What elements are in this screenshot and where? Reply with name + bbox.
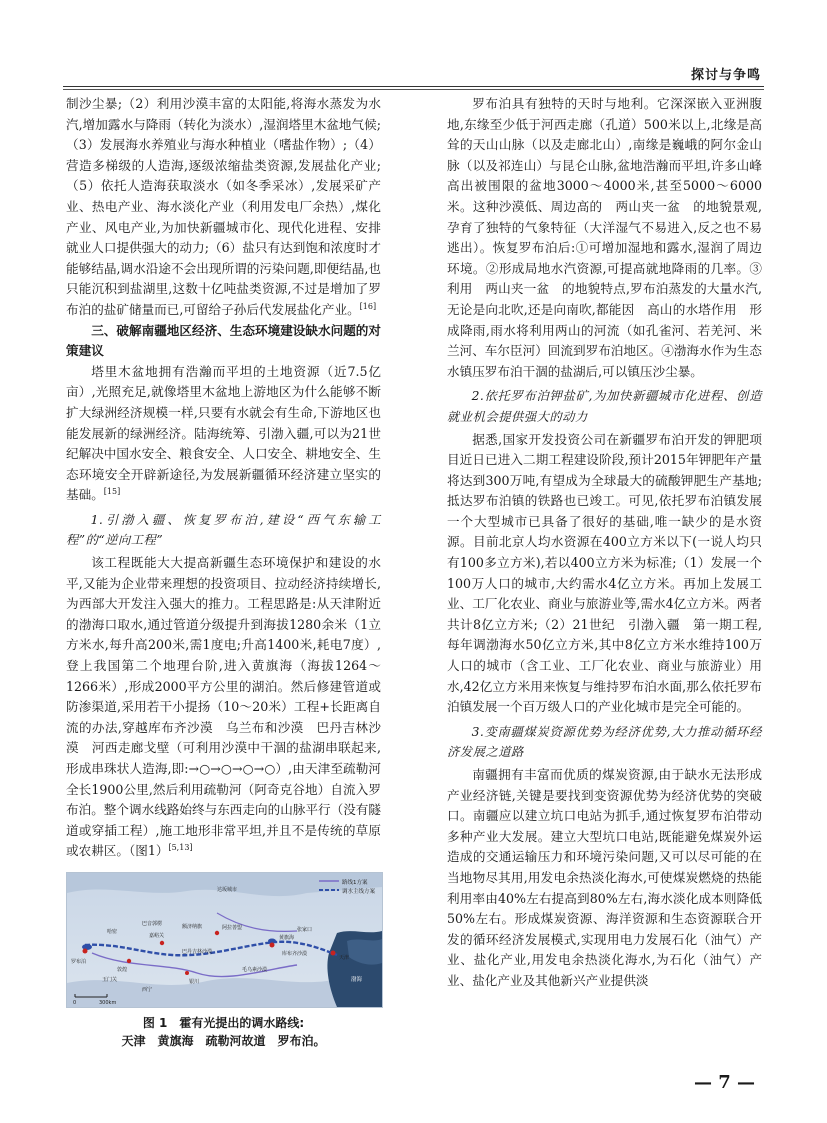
citation: [5,13] [168,843,193,853]
section-tag: 探讨与争鸣 [690,68,761,83]
map-label: 敦煌 [117,967,128,973]
left-column [66,94,381,862]
paragraph: 该工程既能大大提高新疆生态环境保护和建设的水平,又能为企业带来理想的投资项目、拉动经济持续增长,为西部大开发注入强大的推力。工程思路是:从天津附近的渤海口取水,通过管道分级提升到海拔1280余米（1立方米水,每升高200米,需1度电;升高1400米,耗电7度）,登上我国第二个地理台阶,进入黄旗海（海拔1264～1266米）,形成2000平方公里的湖泊。然后修建管道或防渗渠道,采用若干小提扬（10～20米）工程+长距离自流的办法,穿越库布齐沙漠 乌兰布和沙漠 巴丹吉林沙漠 河西走廊戈壁（可利用沙漠中干涸的盐湖串联起来,形成串珠状人造海,即:→○→○→○→○）,由天津至疏勒河全长1900公里,然后利用疏勒河（阿奇克谷地）自流入罗布泊。整个调水线路始终与东西走向的山脉平行（没有隧道或穿插工程）,施工地形非常平坦,并且不是传统的草原或农耕区。（图1）[5,13] [66,555,381,859]
map-label: 罗布泊 [71,959,87,965]
paragraph: 塔里木盆地拥有浩瀚而平坦的土地资源（近7.5亿亩）,光照充足,就像塔里木盆地上游地区为什么能够不断扩大绿洲经济规模一样,只要有水就会有生命,下游地区也能发展新的绿洲经济。陆海统筹、引渤入疆,可以为21世纪解决中国水安全、粮食安全、人口安全、耕地安全、生态环境安全开辟新途径,为发展新疆循环经济建立坚实的基础。[15] [66,363,381,503]
right-column [447,94,762,992]
paragraph: 南疆拥有丰富而优质的煤炭资源,由于缺水无法形成产业经济链,关键是要找到变资源优势为经济优势的突破口。南疆应以建立坑口电站为抓手,通过恢复罗布泊带动多种产业大发展。建立大型坑口电站,既能避免煤炭外运造成的交通运输压力和环境污染问题,又可以尽可能的在当地物尽其用,用发电余热淡化海水,可使煤炭燃烧的热能利用率由40%左右提高到80%左右,海水淡化成本则降低50%左右。形成煤炭资源、海洋资源和生态资源联合开发的循环经济发展模式,实现用电力发展石化（油气）产业、盐化产业,用发电余热淡化海水,为石化（油气）产业、盐化产业及其他新兴产业提供淡 [447,767,762,988]
citation: [16] [359,301,377,311]
subsection-heading: 1.引渤入疆、恢复罗布泊,建设“西气东输工程”的“逆向工程” [66,512,381,548]
map-label: 毛乌素沙漠 [242,967,268,973]
map-label: 黄旗海 [279,935,295,941]
map-label: 天津 [339,955,350,961]
map-label: 巴音郭楞 [142,921,163,927]
scale-label-300: 300km [99,1000,117,1006]
figure-caption [66,1014,381,1050]
map-label: 嘉峪关 [149,933,165,939]
section-heading: 三、破解南疆地区经济、生态环境建设缺水问题的对策建议 [66,322,381,359]
marker-tianjin [331,951,336,956]
marker-jiayuguan [160,941,164,945]
map-label: 渤海 [351,977,363,983]
figure-caption-line1: 图 1 霍有光提出的调水路线: [142,1016,305,1030]
map-label: 巴丹吉林沙漠 [182,949,213,955]
map-label: 达坂城市 [217,887,238,893]
paragraph: 罗布泊具有独特的天时与地利。它深深嵌入亚洲腹地,东缘至少低于河西走廊（孔道）500米以上,北缘是高耸的天山山脉（以及走廊北山）,南缘是巍峨的阿尔金山脉（以及祁连山）与昆仑山脉,盆地浩瀚而平坦,许多山峰高出被围限的盆地3000～4000米,甚至5000～6000米。这种沙漠低、周边高的 两山夹一盆 的地貌景观,孕育了独特的气象特征（大洋湿气不易进入,反之也不易逃出）。恢复罗布泊后:①可增加湿地和露水,湿润了周边环境。②形成局地水汽资源,可提高就地降雨的几率。③利用 两山夹一盆 的地貌特点,罗布泊蒸发的大量水汽,无论是向北吹,还是向南吹,都能因 高山的水塔作用 形成降雨,雨水将利用两山的河流（如孔雀河、若羌河、米兰河、车尔臣河）回流到罗布泊地区。④渤海水作为生态水镇压罗布泊干涸的盐湖后,可以镇压沙尘暴。 [447,96,762,379]
header-rule [63,86,764,87]
header-rule-thin [63,89,764,90]
map-label: 哈密 [107,929,118,935]
map-label: 阿拉善盟 [222,925,243,931]
citation: [15] [103,487,121,497]
route-map [67,873,382,1007]
map-label: 玉门关 [102,977,118,983]
scale-label-0: 0 [73,1000,77,1006]
paragraph: 据悉,国家开发投资公司在新疆罗布泊开发的钾肥项目近日已进入二期工程建设阶段,预计2015年钾肥年产量将达到300万吨,有望成为全球最大的硫酸钾肥生产基地;抵达罗布泊镇的铁路也已竣工。可见,依托罗布泊镇发展一个大型城市已具备了很好的基础,唯一缺少的是水资源。目前北京人均水资源在400立方米以下(一说人均只有100多立方米),若以400立方米为标准;（1）发展一个100万人口的城市,大约需水4亿立方米。再加上发展工业、工厂化农业、商业与旅游业等,需水4亿立方米。两者共计8亿立方米;（2）21世纪 引渤入疆 第一期工程,每年调渤海水50亿立方米,其中8亿立方米水维持100万人口的城市（含工业、工厂化农业、商业与旅游业）用水,42亿立方米用来恢复与维持罗布泊水面,那么依托罗布泊镇发展一个百万级人口的产业化城市是完全可能的。 [447,431,762,715]
legend-label-1: 路线1方案 [342,880,368,886]
route-map-figure [66,872,383,1008]
map-label: 银川 [189,979,200,985]
figure-caption-line2: 天津 黄旗海 疏勒河故道 罗布泊。 [121,1034,326,1048]
marker-dunhuang [127,959,131,963]
marker-alxa [215,931,219,935]
marker-lop-nur [83,949,88,954]
map-label: 张家口 [297,927,313,933]
river-line [92,953,297,977]
marker-yinchuan [185,971,189,975]
legend-label-2: 调水主线方案 [342,889,376,895]
map-label: 额济纳旗 [182,924,203,930]
map-label: 库布齐沙漠 [282,951,308,957]
map-label: 西宁 [142,987,153,993]
marker-huangqihai [270,943,275,948]
paragraph: 制沙尘暴;（2）利用沙漠丰富的太阳能,将海水蒸发为水汽,增加露水与降雨（转化为淡水）,湿润塔里木盆地气候;（3）发展海水养殖业与海水种植业（嗜盐作物）;（4）营造多梯级的人造海,逐级浓缩盐类资源,发展盐化产业;（5）依托人造海获取淡水（如冬季采冰）,发展采矿产业、热电产业、海水淡化产业（利用发电厂余热）,煤化产业、风电产业,为加快新疆城市化、现代化进程、安排就业人口提供强大的动力;（6）盐只有达到饱和浓度时才能够结晶,调水沿途不会出现所谓的污染问题,即便结晶,也只能沉积到盐湖里,这数十亿吨盐类资源,不过是增加了罗布泊的盐矿储量而已,可留给子孙后代发展盐化产业。[16] [66,96,381,317]
page-number: — 7 — [693,1072,755,1093]
subsection-heading: 2.依托罗布泊钾盐矿,为加快新疆城市化进程、创造就业机会提供强大的动力 [447,389,762,424]
subsection-heading: 3.变南疆煤炭资源优势为经济优势,大力推动循环经济发展之道路 [447,724,762,760]
